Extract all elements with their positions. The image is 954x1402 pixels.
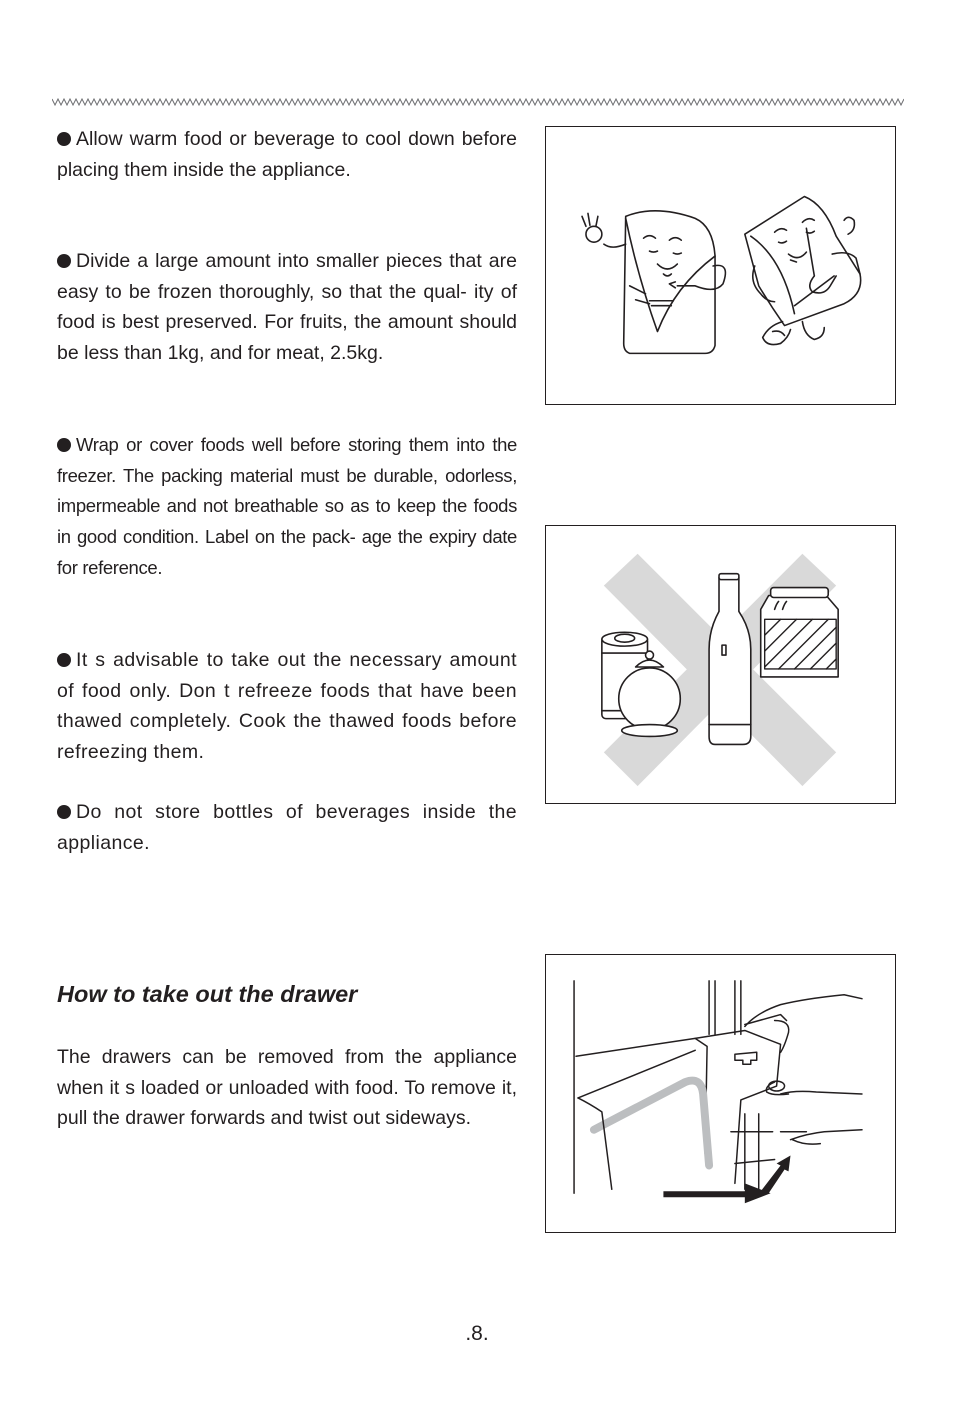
tip-cool-food: Allow warm food or beverage to cool down before placing them inside the appliance. [57,128,517,181]
bullet-icon [57,438,71,452]
no-bottles-illustration [545,525,896,804]
drawer-section-body: The drawers can be removed from the appliance when it s loaded or unloaded with food. To remove it, pull the drawer forwards and twist out sideways. [57,1046,517,1130]
bullet-icon [57,653,71,667]
tip-refreeze: It s advisable to take out the necessary amount of food only. Don t refreeze foods that have been thawed completely. Cook the thawed foods before refreezing them. [57,649,517,764]
bullet-icon [57,254,71,268]
tip-no-bottles: Do not store bottles of beverages inside the appliance. [57,801,517,854]
decorative-zigzag-rule [52,97,904,107]
drawer-removal-illustration [545,954,896,1233]
page-number: .8. [465,1322,489,1345]
bullet-icon [57,132,71,146]
tip-wrap-food: Wrap or cover foods well before storing them into the freezer. The packing material must be durable, odorless, impermeable and not breathable so as to keep the foods in good condition. Label on the pack- age the expiry date for reference. [57,434,517,578]
tip-divide-food: Divide a large amount into smaller pieces that are easy to be frozen thoroughly, so that the qual- ity of food is best preserved. For fruits, the amount should be less than 1kg, and for meat, 2.5kg. [57,250,517,365]
wrapped-food-characters-illustration [545,126,896,405]
drawer-section-heading: How to take out the drawer [57,981,358,1007]
bullet-icon [57,805,71,819]
